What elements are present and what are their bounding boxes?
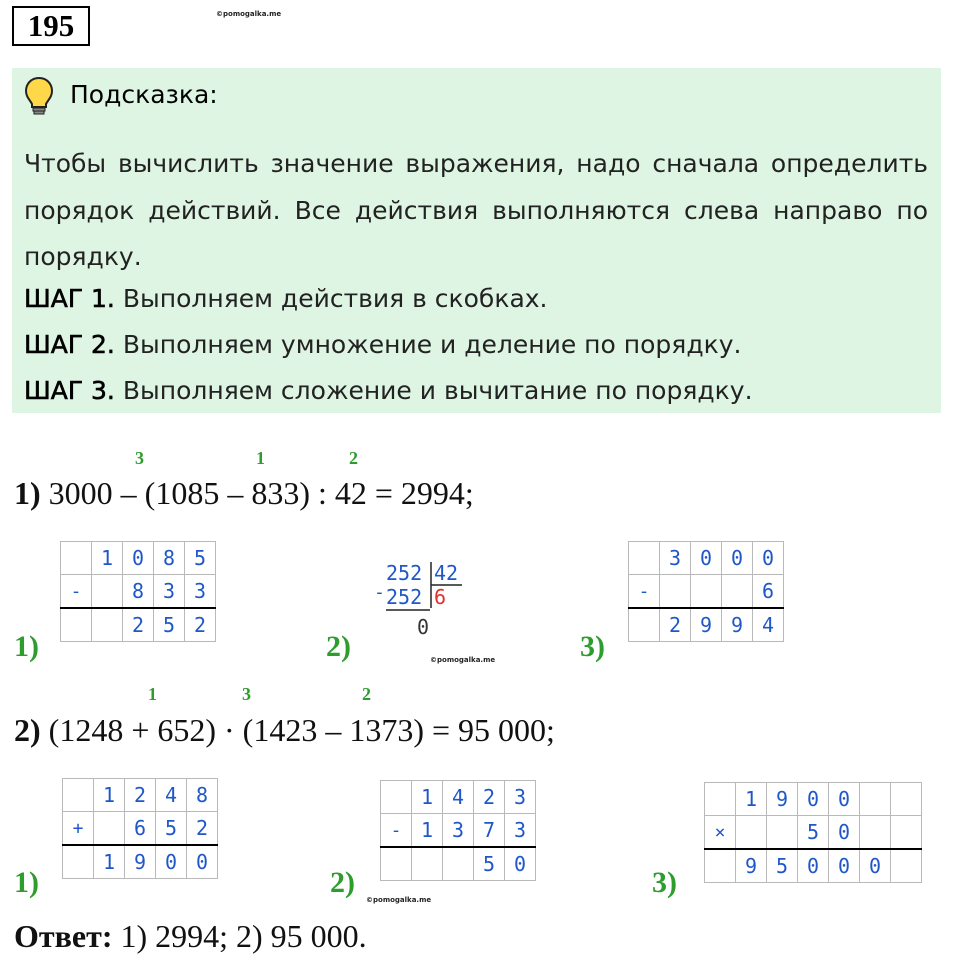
grid-cell xyxy=(92,575,123,609)
quotient: 6 xyxy=(434,585,447,609)
grid-cell: 1 xyxy=(736,783,767,816)
subtrahend: 252 xyxy=(386,585,423,609)
grid-cell xyxy=(691,575,722,609)
watermark: ©pomogalka.me xyxy=(430,656,496,664)
expression-text: 3000 – (1085 – 833) : 42 = 2994; xyxy=(40,475,474,511)
hint-step-1 xyxy=(24,284,548,313)
grid-cell: 9 xyxy=(125,845,156,879)
hint-paragraph: Чтобы вычислить значение выражения, надо сначала определить порядок действий. Все действия выполняются слева направо по порядку. xyxy=(24,149,928,271)
grid-cell: 1 xyxy=(94,779,125,812)
minus-sign: - xyxy=(381,814,412,848)
grid-cell xyxy=(705,849,736,883)
grid-cell: 9 xyxy=(767,783,798,816)
problem-number: 2) xyxy=(14,712,41,748)
grid-cell: 8 xyxy=(123,575,154,609)
order-mark: 1 xyxy=(148,684,157,704)
order-mark: 1 xyxy=(256,448,265,468)
expression-text: (1248 + 652) · (1423 – 1373) = 95 000; xyxy=(40,712,555,748)
grid-cell: 0 xyxy=(798,783,829,816)
grid-cell xyxy=(412,847,443,881)
grid-cell: 0 xyxy=(691,542,722,575)
grid-cell: 3 xyxy=(185,575,216,609)
grid-cell: 9 xyxy=(691,608,722,642)
grid-cell: 0 xyxy=(753,542,784,575)
long-division xyxy=(362,558,472,648)
watermark: ©pomogalka.me xyxy=(216,10,282,18)
expression-2 xyxy=(14,712,555,749)
grid-cell: 1 xyxy=(412,781,443,814)
grid-cell xyxy=(660,575,691,609)
grid-cell: 5 xyxy=(156,812,187,846)
grid-cell: 0 xyxy=(156,845,187,879)
calc-label: 3) xyxy=(652,866,677,899)
grid-cell xyxy=(891,849,922,883)
minus-sign xyxy=(61,542,92,575)
grid-cell xyxy=(860,783,891,816)
grid-cell: 5 xyxy=(154,608,185,642)
grid-cell xyxy=(63,779,94,812)
grid-cell: 6 xyxy=(125,812,156,846)
hint-title: Подсказка: xyxy=(70,80,218,109)
times-sign: × xyxy=(705,816,736,850)
grid-cell: 1 xyxy=(92,542,123,575)
expression-1 xyxy=(14,475,474,512)
grid-cell: 2 xyxy=(185,608,216,642)
grid-cell: 5 xyxy=(767,849,798,883)
calc-label: 2) xyxy=(326,630,351,663)
grid-cell: 5 xyxy=(474,847,505,881)
grid-cell: 0 xyxy=(829,849,860,883)
grid-cell: 0 xyxy=(123,542,154,575)
grid-cell xyxy=(722,575,753,609)
grid-cell: 1 xyxy=(412,814,443,848)
grid-cell xyxy=(767,816,798,850)
task-number: 195 xyxy=(12,6,90,46)
grid-cell: 5 xyxy=(798,816,829,850)
answer-label: Ответ: xyxy=(14,918,113,954)
grid-cell xyxy=(891,783,922,816)
hint-step-2 xyxy=(24,330,741,359)
grid-cell xyxy=(629,542,660,575)
grid-cell: 7 xyxy=(474,814,505,848)
calc-grid-subtraction xyxy=(60,541,216,642)
grid-cell: 0 xyxy=(798,849,829,883)
grid-cell: 3 xyxy=(505,781,536,814)
grid-cell: 2 xyxy=(125,779,156,812)
grid-cell xyxy=(860,816,891,850)
grid-cell: 0 xyxy=(505,847,536,881)
grid-cell: 5 xyxy=(185,542,216,575)
calc-grid-subtraction xyxy=(380,780,536,881)
calc-grid-addition xyxy=(62,778,218,879)
grid-cell: 2 xyxy=(474,781,505,814)
grid-cell: 3 xyxy=(505,814,536,848)
grid-cell: 9 xyxy=(736,849,767,883)
grid-cell xyxy=(92,608,123,642)
grid-cell: 4 xyxy=(443,781,474,814)
grid-cell: 3 xyxy=(443,814,474,848)
grid-cell xyxy=(61,608,92,642)
grid-cell: 2 xyxy=(123,608,154,642)
dividend: 252 xyxy=(386,561,423,585)
grid-cell xyxy=(736,816,767,850)
calc-label: 1) xyxy=(14,866,39,899)
grid-cell: 8 xyxy=(154,542,185,575)
grid-cell: 9 xyxy=(722,608,753,642)
grid-cell: 0 xyxy=(187,845,218,879)
grid-cell: 0 xyxy=(829,783,860,816)
step-label: ШАГ 2. xyxy=(24,330,115,359)
watermark: ©pomogalka.me xyxy=(366,896,432,904)
grid-cell: 0 xyxy=(829,816,860,850)
grid-cell xyxy=(94,812,125,846)
grid-cell xyxy=(891,816,922,850)
step-text: Выполняем действия в скобках. xyxy=(114,284,548,313)
minus-sign: - xyxy=(61,575,92,609)
grid-cell: 6 xyxy=(753,575,784,609)
problem-number: 1) xyxy=(14,475,41,511)
calc-label: 2) xyxy=(330,866,355,899)
calc-label: 3) xyxy=(580,630,605,663)
order-mark: 2 xyxy=(349,448,358,468)
grid-cell xyxy=(629,608,660,642)
grid-cell: 3 xyxy=(660,542,691,575)
divisor: 42 xyxy=(434,561,459,585)
grid-cell: 2 xyxy=(187,812,218,846)
lightbulb-icon xyxy=(24,76,54,116)
calc-grid-multiplication xyxy=(704,782,922,883)
calc-grid-subtraction xyxy=(628,541,784,642)
grid-cell xyxy=(443,847,474,881)
grid-cell: 3 xyxy=(154,575,185,609)
minus-sign: - xyxy=(629,575,660,609)
answer-line xyxy=(14,918,367,955)
grid-cell: 8 xyxy=(187,779,218,812)
answer-text: 1) 2994; 2) 95 000. xyxy=(112,918,367,954)
grid-cell: 0 xyxy=(722,542,753,575)
order-mark: 3 xyxy=(242,684,251,704)
step-text: Выполняем сложение и вычитание по порядку. xyxy=(114,376,753,405)
calc-label: 1) xyxy=(14,630,39,663)
order-mark: 3 xyxy=(135,448,144,468)
plus-sign: + xyxy=(63,812,94,846)
grid-cell: 2 xyxy=(660,608,691,642)
grid-cell xyxy=(705,783,736,816)
grid-cell: 4 xyxy=(753,608,784,642)
grid-cell xyxy=(63,845,94,879)
step-text: Выполняем умножение и деление по порядку. xyxy=(114,330,742,359)
grid-cell: 0 xyxy=(860,849,891,883)
step-label: ШАГ 1. xyxy=(24,284,115,313)
remainder: 0 xyxy=(417,615,430,639)
step-label: ШАГ 3. xyxy=(24,376,115,405)
minus-sign: - xyxy=(374,582,385,603)
grid-cell xyxy=(381,781,412,814)
grid-cell: 4 xyxy=(156,779,187,812)
hint-step-3 xyxy=(24,376,753,405)
order-mark: 2 xyxy=(362,684,371,704)
grid-cell: 1 xyxy=(94,845,125,879)
grid-cell xyxy=(381,847,412,881)
